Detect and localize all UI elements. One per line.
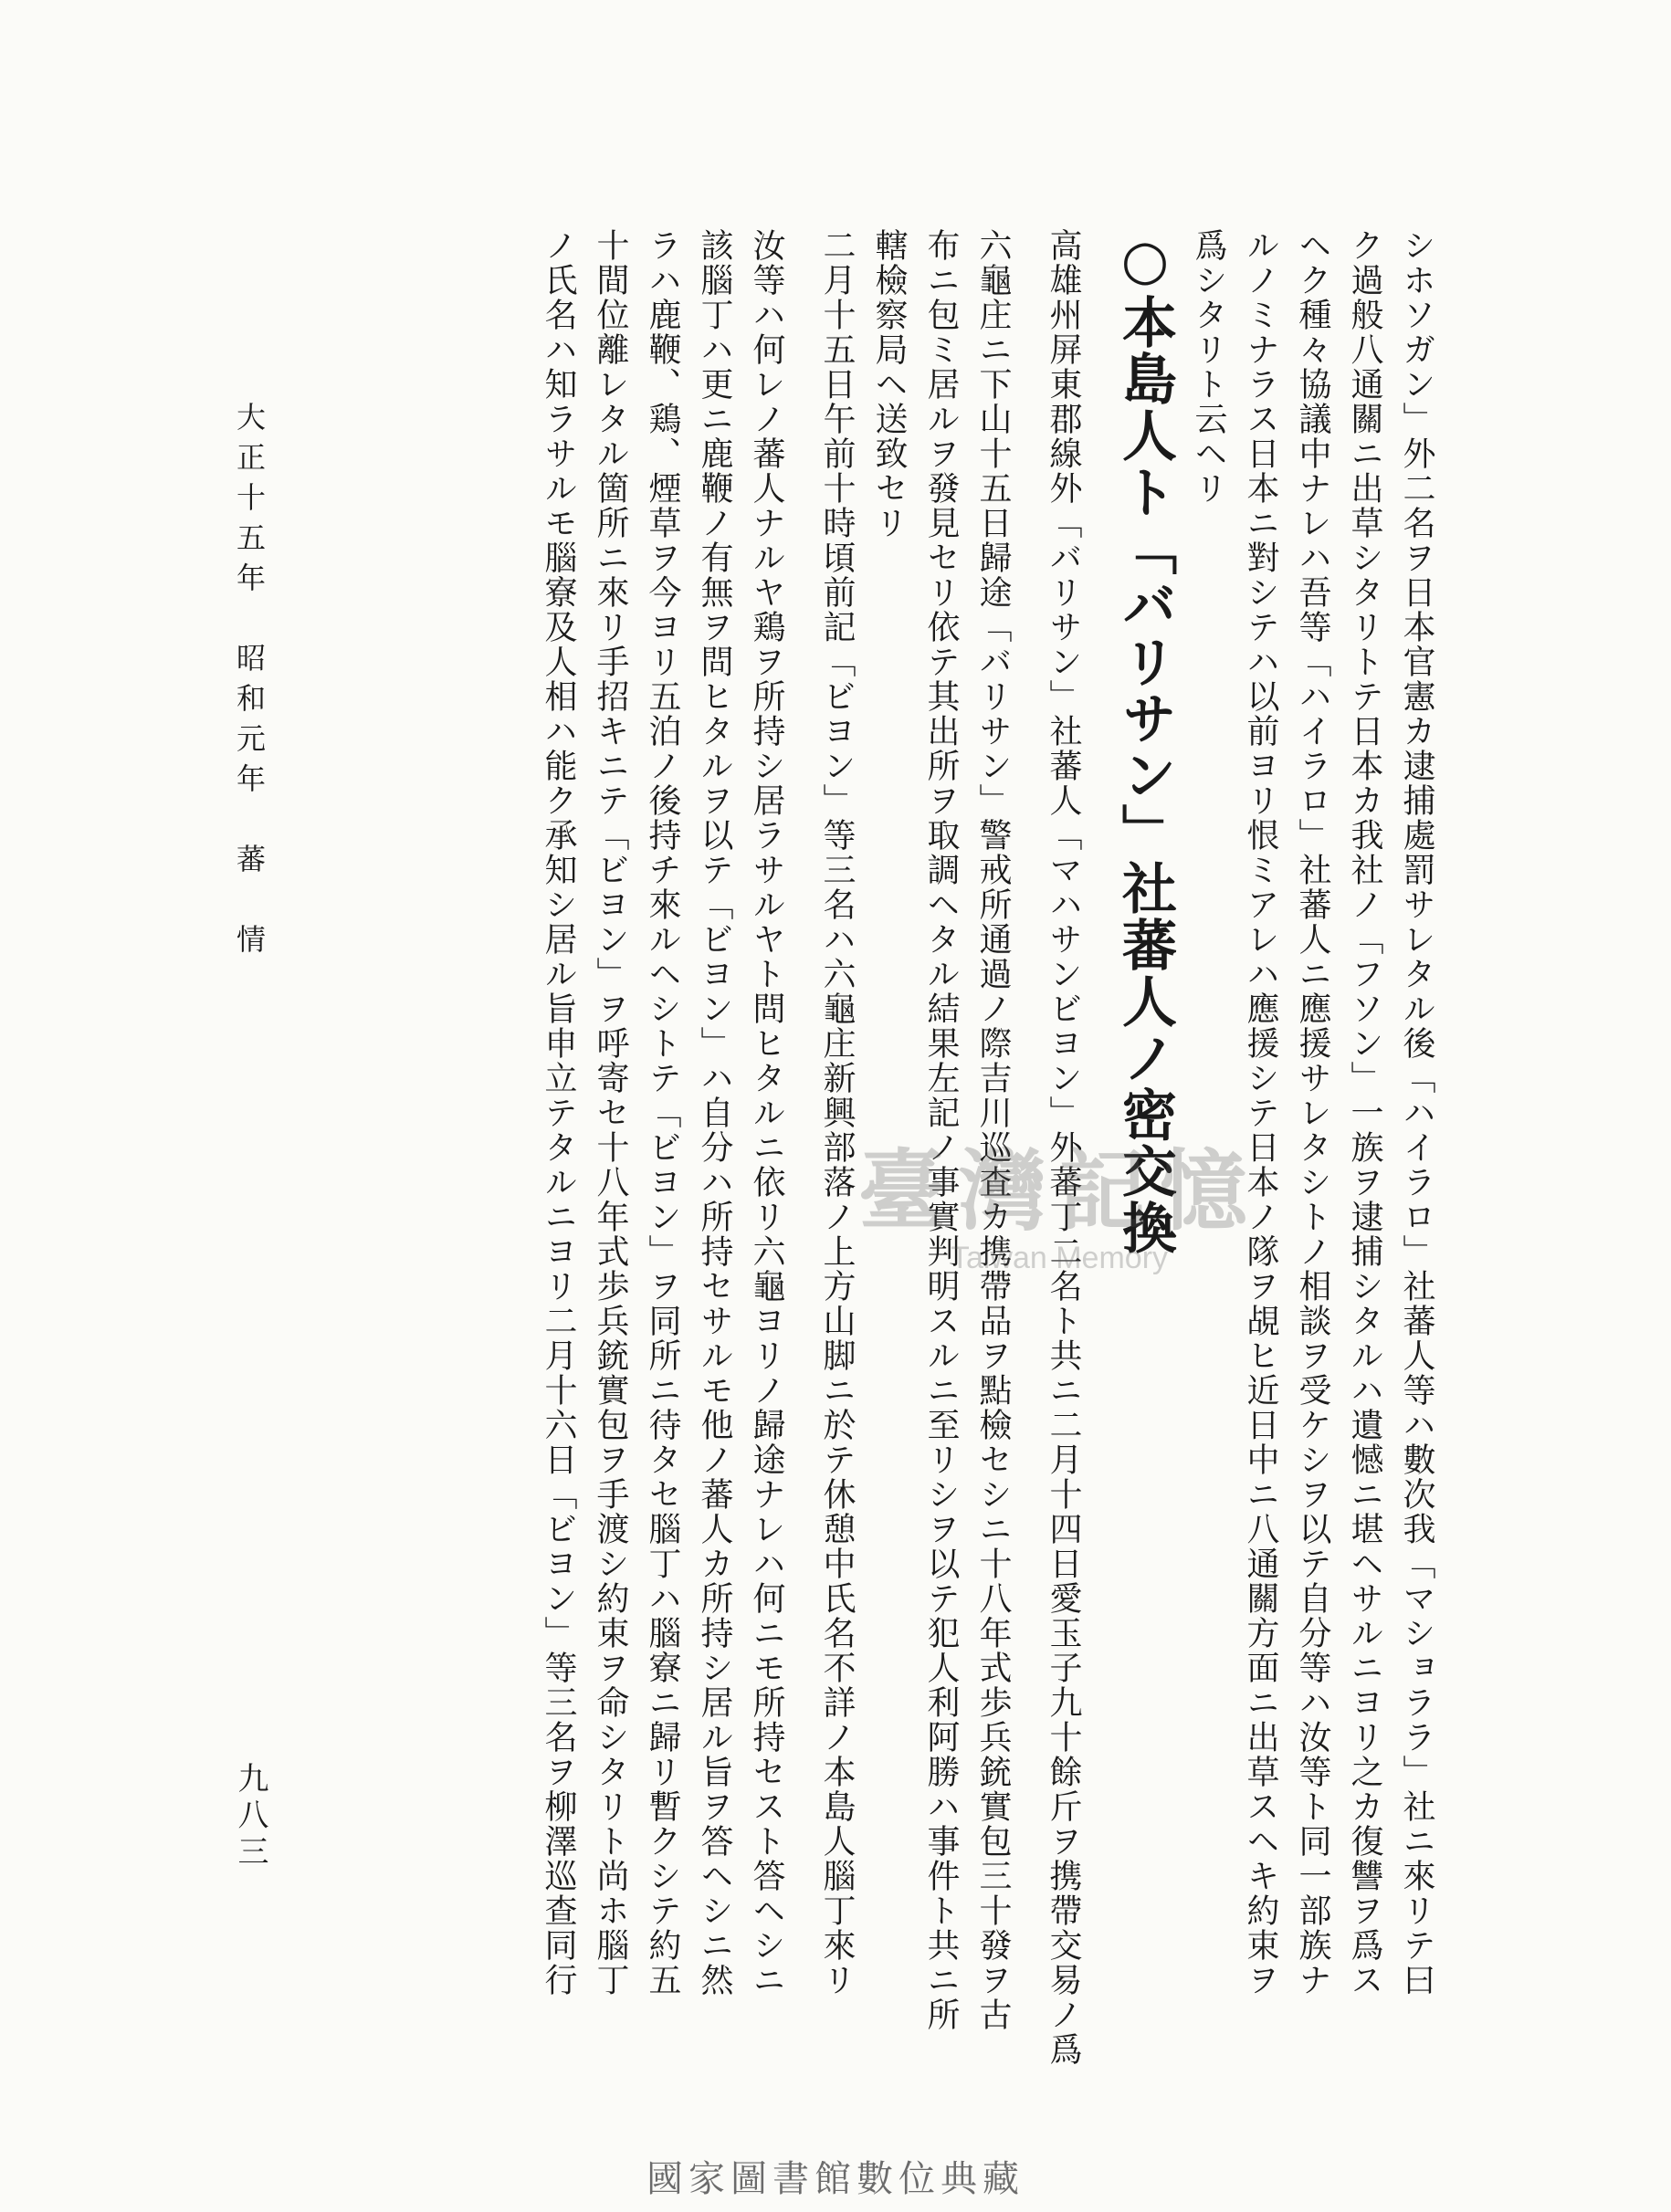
text-column: 十間位離レタル箇所ニ來リ手招キニテ「ビヨン」ヲ呼寄セ十八年式歩兵銃實包ヲ手渡シ約束ヲ命シタリト尚ホ腦丁 bbox=[592, 228, 629, 1997]
watermark-logo bbox=[804, 1141, 1315, 1278]
text-column: 二月十五日午前十時頃前記「ビヨン」等三名ハ六龜庄新興部落ノ上方山脚ニ於テ休憩中氏名不詳ノ本島人腦丁來リ bbox=[818, 228, 856, 1997]
running-footer: 大正十五年 昭和元年 蕃 情 bbox=[232, 402, 267, 964]
section-heading: ○本島人ト「バリサン」社蕃人ノ密交換 bbox=[1113, 228, 1177, 1256]
text-column: ク過般八通關ニ出草シタリトテ日本カ我社ノ「フソン」一族ヲ逮捕シタルハ遺憾ニ堪ヘサルニヨリ之カ復讐ヲ爲ス bbox=[1346, 228, 1383, 1997]
text-column: ルノミナラス日本ニ對シテハ以前ヨリ恨ミアレハ應援シテ日本ノ隊ヲ覘ヒ近日中ニ八通關方面ニ出草スヘキ約束ヲ bbox=[1242, 228, 1279, 1997]
watermark-sub: Taiwan Memory bbox=[950, 1241, 1169, 1275]
text-column: 汝等ハ何レノ蕃人ナルヤ鶏ヲ所持シ居ラサルヤト問ヒタルニ依リ六龜ヨリノ歸途ナレハ何ニモ所持セスト答ヘシニ bbox=[748, 228, 785, 1997]
text-column: シホソガン」外二名ヲ日本官憲カ逮捕處罰サレタル後「ハイラロ」社蕃人等ハ數次我「マショララ」社ニ來リテ曰 bbox=[1398, 228, 1435, 1997]
text-column: 爲シタリト云ヘリ bbox=[1190, 228, 1227, 506]
text-column: ノ氏名ハ知ラサルモ腦寮及人相ハ能ク承知シ居ル旨申立テタルニヨリ二月十六日「ビヨン」等三名ヲ柳澤巡查同行 bbox=[540, 228, 577, 1997]
archive-credit: 國家圖書館數位典藏 bbox=[646, 2158, 1025, 2200]
watermark-main: 臺灣記憶 bbox=[858, 1139, 1260, 1242]
text-column: 布ニ包ミ居ルヲ發見セリ依テ其出所ヲ取調ヘタル結果左記ノ事實判明スルニ至リシヲ以テ犯人利阿勝ハ事件ト共ニ所 bbox=[922, 228, 960, 2032]
text-column: 高雄州屏東郡線外「バリサン」社蕃人「マハサンビヨン」外蕃丁二名ト共ニ二月十四日愛玉子九十餘斤ヲ携帶交易ノ爲 bbox=[1045, 228, 1082, 2067]
text-column: 轄檢察局ヘ送致セリ bbox=[870, 228, 908, 540]
text-column: 該腦丁ハ更ニ鹿鞭ノ有無ヲ問ヒタルヲ以テ「ビヨン」ハ自分ハ所持セサルモ他ノ蕃人カ所持シ居ル旨ヲ答ヘシニ然 bbox=[696, 228, 733, 1997]
text-column: 六龜庄ニ下山十五日歸途「バリサン」警戒所通過ノ際吉川巡査カ携帶品ヲ點檢セシニ十八年式歩兵銃實包三十發ヲ古 bbox=[974, 228, 1012, 2032]
text-column: ヘク種々協議中ナレハ吾等「ハイラロ」社蕃人ニ應援サレタシトノ相談ヲ受ケシヲ以テ自分等ハ汝等ト同一部族ナ bbox=[1294, 228, 1331, 1997]
text-column: ラハ鹿鞭、鶏、煙草ヲ今ヨリ五泊ノ後持チ來ルヘシトテ「ビヨン」ヲ同所ニ待タセ腦丁ハ腦寮ニ歸リ暫クシテ約五 bbox=[644, 228, 681, 1997]
page-number: 九八三 bbox=[232, 1762, 268, 1871]
body-text bbox=[540, 228, 1443, 2067]
